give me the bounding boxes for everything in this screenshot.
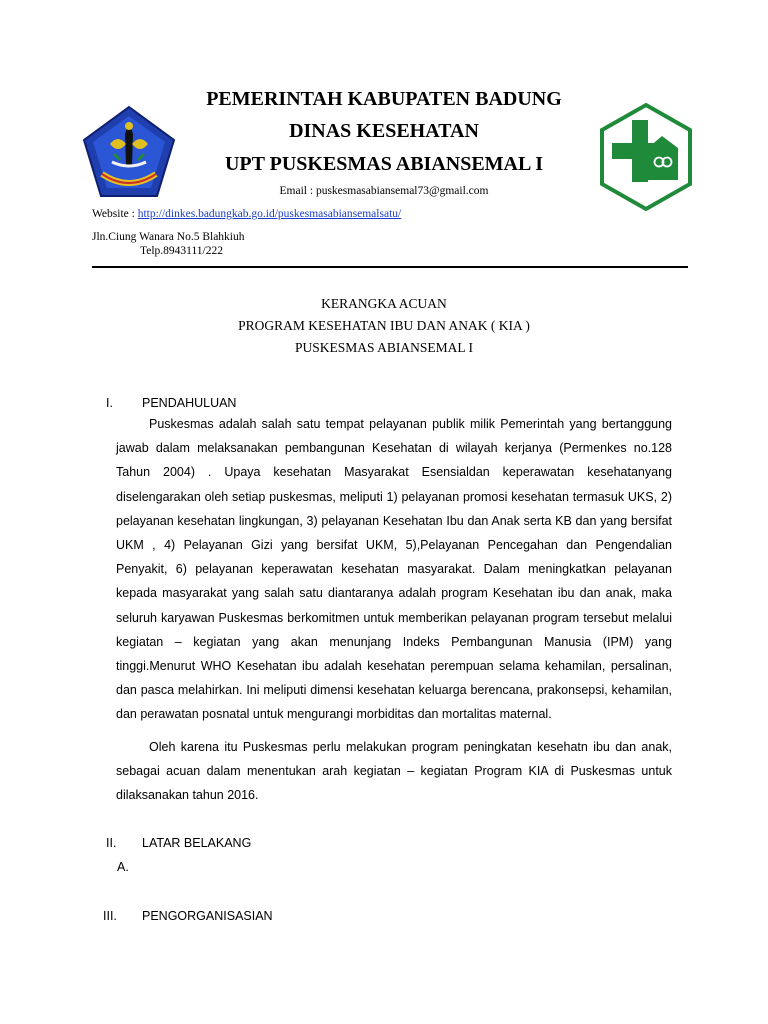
website-link[interactable]: http://dinkes.badungkab.go.id/puskesmasabiansemalsatu/ [137,208,402,220]
section-label: LATAR BELAKANG [142,836,252,850]
doc-title-2: PROGRAM KESEHATAN IBU DAN ANAK ( KIA ) [238,318,530,333]
subsection-a: A. [117,860,129,874]
letterhead-address: Jln.Ciung Wanara No.5 Blahkiuh [92,231,245,243]
section-number: I. [106,396,113,410]
doc-title-1: KERANGKA ACUAN [321,296,447,311]
letterhead-government: PEMERINTAH KABUPATEN BADUNG [206,88,562,110]
letterhead-unit: UPT PUSKESMAS ABIANSEMAL I [224,153,544,175]
section-number: II. [106,836,117,850]
letterhead-website [92,208,401,220]
letterhead-divider [92,266,688,268]
website-label: Website : [92,208,138,220]
letterhead-email: Email : puskesmasabiansemal73@gmail.com [279,185,489,197]
section-label: PENDAHULUAN [142,396,237,410]
doc-title-3: PUSKESMAS ABIANSEMAL I [294,340,474,355]
letterhead-phone: Telp.8943111/222 [140,245,223,257]
letterhead-department: DINAS KESEHATAN [289,120,479,142]
paragraph-purpose: Oleh karena itu Puskesmas perlu melakukan program peningkatan kesehatn ibu dan anak, sebagai acuan dalam menentukan arah kegiatan – kegiatan Program KIA di Puskesmas untuk dilaksanakan tahun 2016. [116,740,672,803]
paragraph-intro: Puskesmas adalah salah satu tempat pelayanan publik milik Pemerintah yang bertanggung jawab dalam melaksanakan pembangunan Kesehatan di wilayah kerjanya (Permenkes no.128 Tahun 2004) . Upaya kesehatan Masyarakat Esensialdan keperawatan kesehatanyang diselengarakan oleh setiap puskesmas, meliputi 1) pelayanan promosi kesehatan termasuk UKS, 2) pelayanan kesehatan lingkungan, 3) pelayanan Kesehatan Ibu dan Anak serta KB dan yang bersifat UKM , 4) Pelayanan Gizi yang bersifat UKM, 5),Pelayanan Pencegahan dan Pengendalian Penyakit, 6) pelayanan keperawatan kesehatan masyarakat. Dalam meningkatkan pelayanan kepada masyarakat yang salah satu diantaranya adalah program Kesehatan ibu dan anak, maka seluruh karyawan Puskesmas berkomitmen untuk memberikan pelayanan program tersebut melalui kegiatan – kegiatan yang akan menunjang Indeks Pembangunan Manusia (IPM) yang tinggi.Menurut WHO Kesehatan ibu adalah kesehatan perempuan selama kehamilan, persalinan, dan pasca melahirkan. Ini meliputi dimensi kesehatan keluarga berencana, prakonsepsi, kehamilan, dan perawatan posnatal untuk mengurangi morbiditas dan mortalitas maternal. [116,417,672,722]
section-number: III. [103,909,117,923]
section-label: PENGORGANISASIAN [142,909,273,923]
